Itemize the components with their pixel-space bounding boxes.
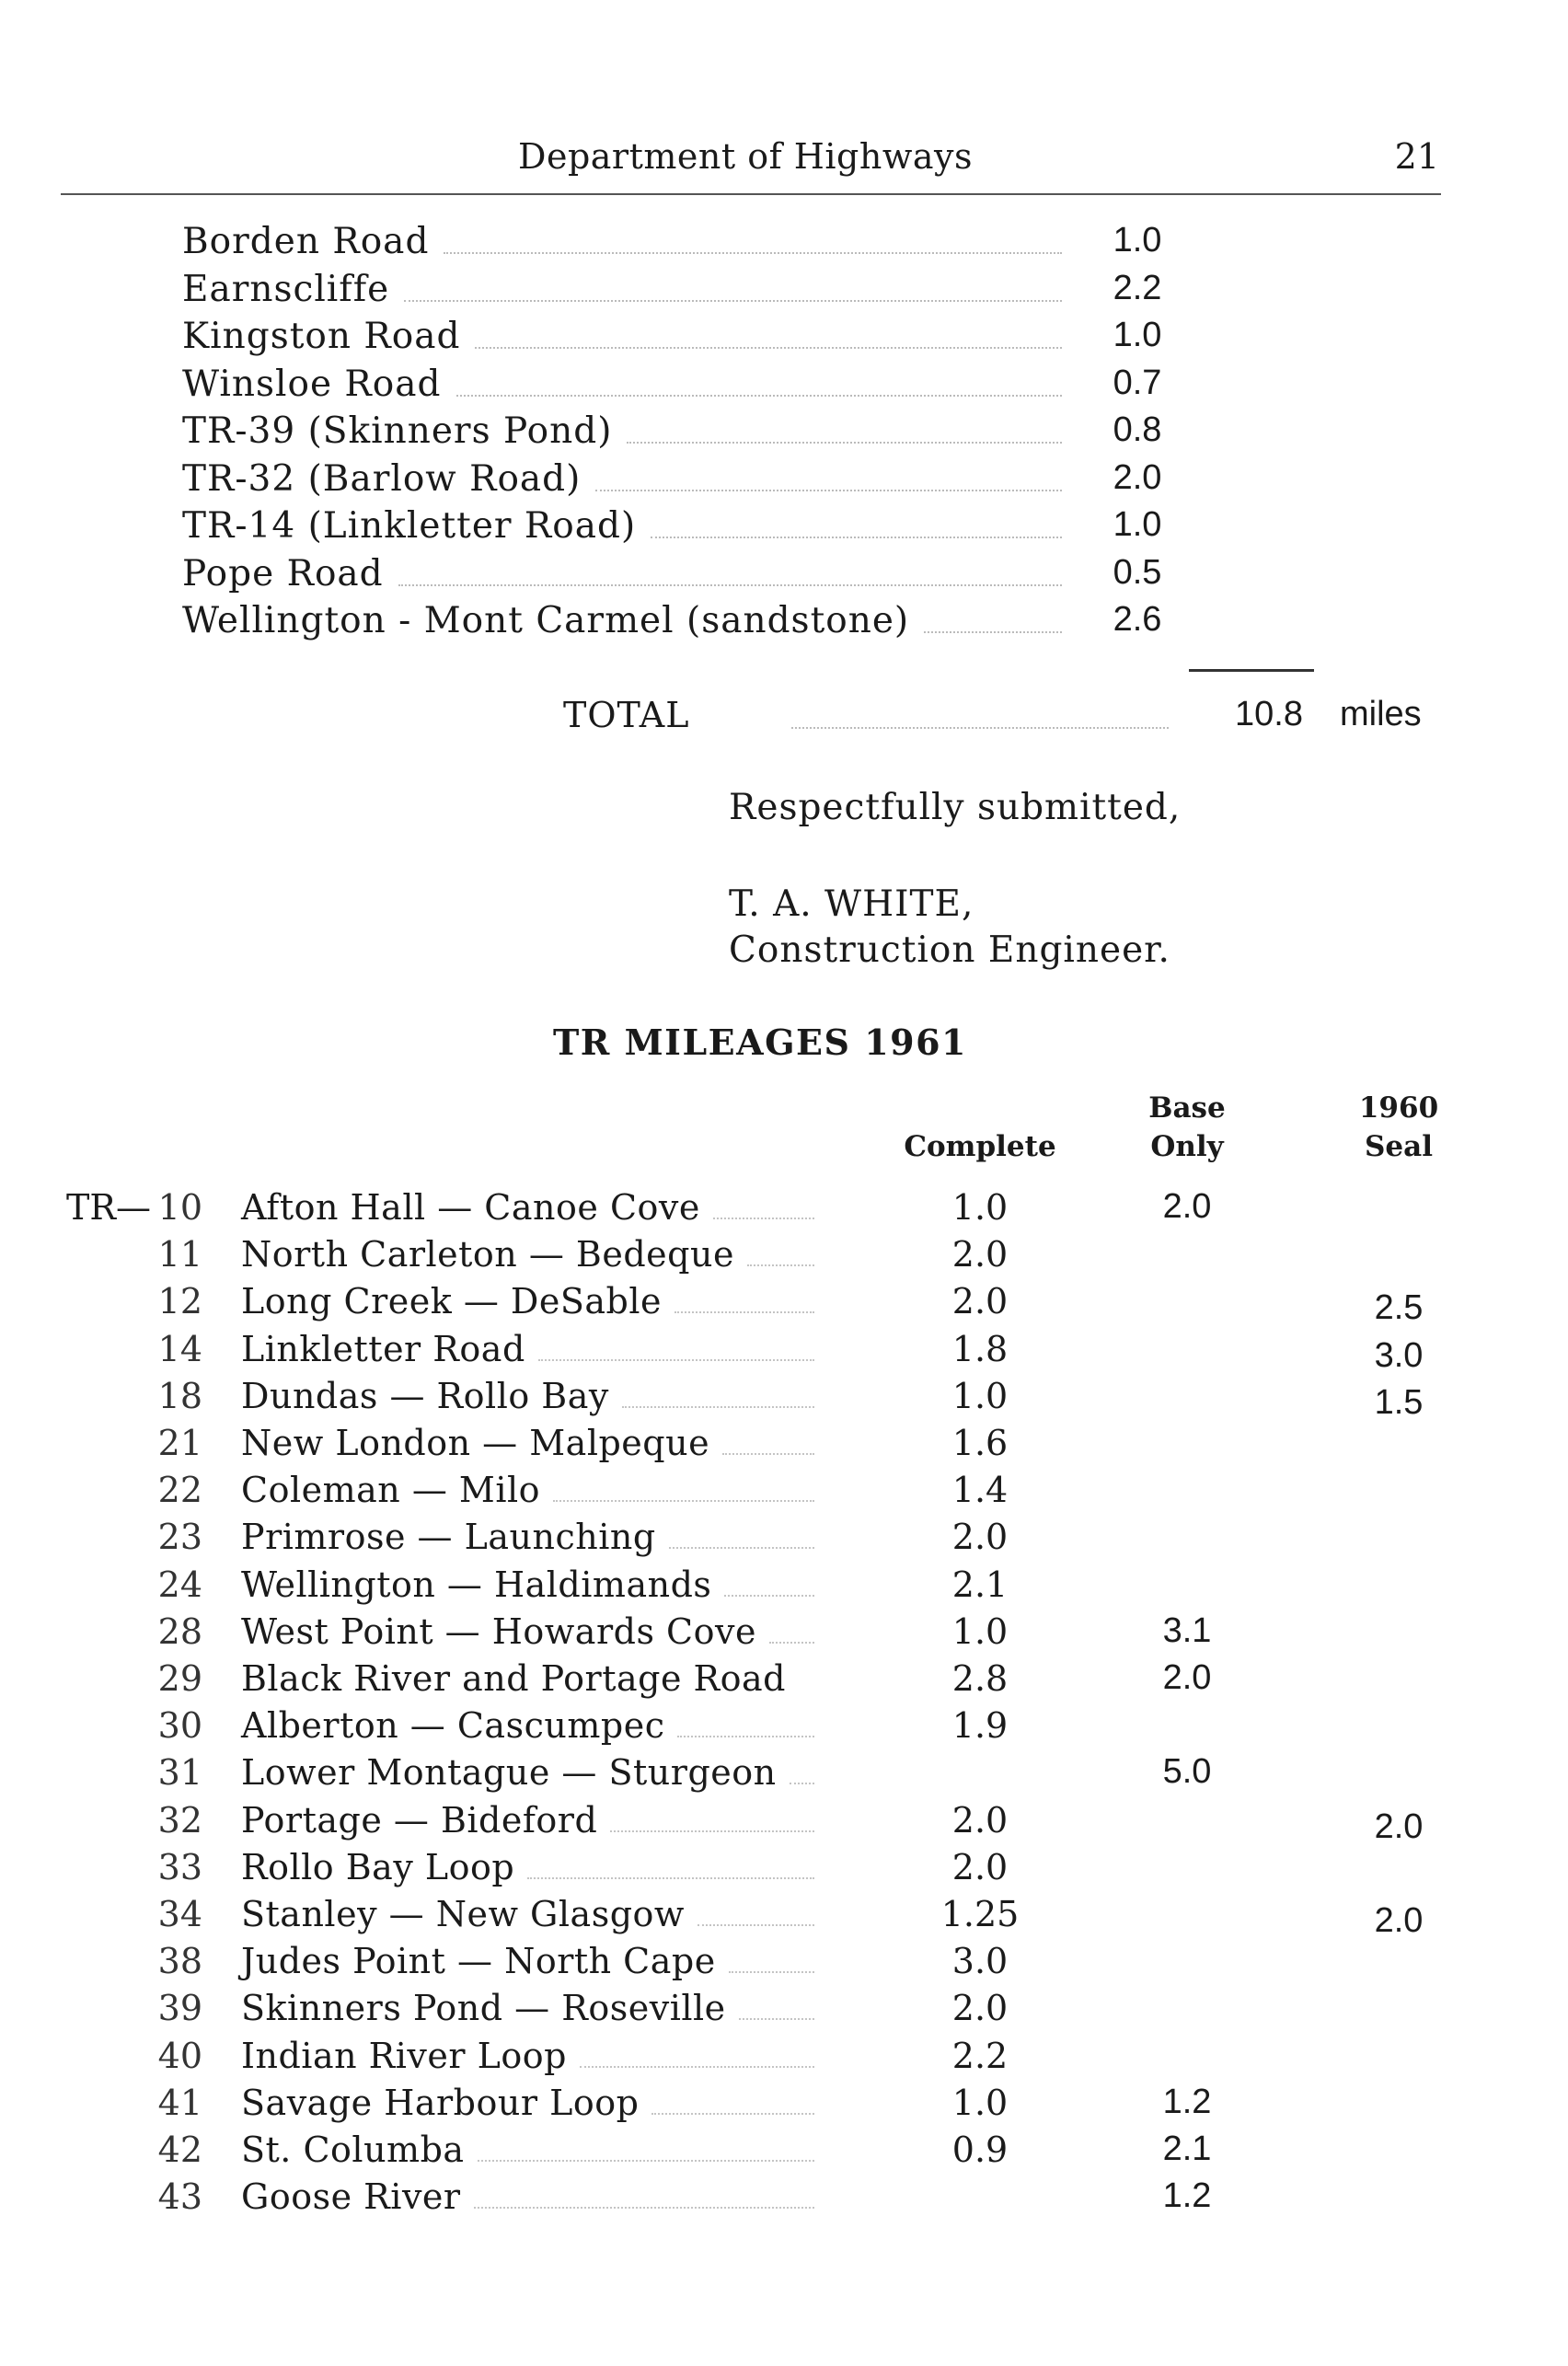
base-only-value: 3.1 bbox=[1162, 1610, 1212, 1650]
road-name: Goose River bbox=[241, 2176, 461, 2218]
base-only-value: 1.2 bbox=[1162, 2176, 1212, 2216]
tr-number: 42 bbox=[157, 2129, 202, 2170]
tr-number: 29 bbox=[157, 1658, 202, 1699]
leader-dots bbox=[456, 395, 1063, 397]
header-rule bbox=[61, 193, 1441, 195]
road-mileage: 0.8 bbox=[1113, 410, 1162, 449]
road-name: Rollo Bay Loop bbox=[241, 1846, 515, 1887]
total-unit: miles bbox=[1340, 695, 1422, 733]
column-header-base-line2: Only bbox=[1150, 1130, 1224, 1163]
road-name: TR-14 (Linkletter Road) bbox=[182, 505, 637, 547]
road-name: Afton Hall — Canoe Cove bbox=[241, 1187, 700, 1228]
road-row bbox=[182, 600, 1193, 648]
tr-number: 23 bbox=[157, 1517, 202, 1558]
complete-value: 1.6 bbox=[951, 1423, 1009, 1463]
complete-value: 2.1 bbox=[951, 1564, 1009, 1605]
leader-dots bbox=[669, 1547, 814, 1549]
tr-number: 30 bbox=[157, 1705, 202, 1747]
complete-value: 1.9 bbox=[951, 1705, 1009, 1747]
leader-dots bbox=[724, 1595, 814, 1597]
road-name: Kingston Road bbox=[182, 316, 461, 357]
road-name: Wellington — Haldimands bbox=[241, 1564, 712, 1605]
road-row bbox=[182, 410, 1193, 458]
tr-number: 39 bbox=[157, 1988, 202, 2029]
complete-value: 1.0 bbox=[951, 1187, 1009, 1228]
leader-dots bbox=[444, 252, 1062, 254]
leader-dots bbox=[622, 1406, 814, 1408]
road-row bbox=[182, 364, 1193, 411]
road-row bbox=[182, 316, 1193, 364]
table-row bbox=[0, 1752, 1568, 1799]
road-name: Judes Point — North Cape bbox=[241, 1941, 716, 1982]
leader-dots bbox=[674, 1311, 814, 1313]
tr-number: 40 bbox=[157, 2035, 202, 2076]
seal-1960-value: 2.0 bbox=[1374, 1806, 1424, 1846]
column-header-complete-label: Complete bbox=[904, 1130, 1056, 1163]
road-name: Skinners Pond — Roseville bbox=[241, 1988, 726, 2029]
running-header-title: Department of Highways bbox=[518, 136, 973, 177]
seal-1960-value: 1.5 bbox=[1374, 1382, 1424, 1422]
leader-dots bbox=[627, 442, 1062, 444]
tr-number: 34 bbox=[157, 1894, 202, 1934]
road-name: Savage Harbour Loop bbox=[241, 2082, 640, 2123]
road-mileage: 1.0 bbox=[1113, 221, 1162, 260]
road-name: Linkletter Road bbox=[241, 1328, 525, 1369]
complete-value: 2.0 bbox=[951, 1517, 1009, 1558]
tr-number: 22 bbox=[157, 1470, 202, 1511]
leader-dots bbox=[747, 1264, 814, 1266]
leader-dots bbox=[553, 1500, 814, 1502]
table-row bbox=[0, 1234, 1568, 1281]
table-row bbox=[0, 2036, 1568, 2083]
tr-number: 43 bbox=[157, 2176, 202, 2218]
tr-number: 10 bbox=[157, 1187, 202, 1228]
base-only-value: 5.0 bbox=[1162, 1752, 1212, 1792]
leader-dots bbox=[651, 2113, 814, 2115]
leader-dots bbox=[677, 1736, 814, 1737]
road-mileage: 1.0 bbox=[1113, 505, 1162, 544]
road-name: Borden Road bbox=[182, 221, 430, 262]
complete-value: 3.0 bbox=[951, 1941, 1009, 1982]
total-value: 10.8 bbox=[1235, 695, 1303, 733]
leader-dots bbox=[398, 584, 1062, 586]
table-row bbox=[0, 1611, 1568, 1658]
table-row bbox=[0, 1281, 1568, 1328]
road-name: Indian River Loop bbox=[241, 2035, 567, 2076]
tr-prefix: TR— bbox=[66, 1187, 151, 1228]
road-name: Coleman — Milo bbox=[241, 1470, 541, 1511]
table-row bbox=[0, 2176, 1568, 2223]
tr-number: 31 bbox=[157, 1752, 202, 1794]
complete-value: 2.2 bbox=[951, 2035, 1009, 2076]
road-row bbox=[182, 553, 1193, 601]
leader-dots bbox=[475, 347, 1062, 349]
complete-value: 2.8 bbox=[951, 1658, 1009, 1699]
table-row bbox=[0, 1988, 1568, 2035]
column-header-base-line1: Base bbox=[1148, 1091, 1226, 1125]
table-row bbox=[0, 1564, 1568, 1611]
road-name: TR-39 (Skinners Pond) bbox=[182, 410, 613, 452]
signatory-name: T. A. WHITE, bbox=[729, 883, 974, 925]
leader-dots bbox=[580, 2066, 814, 2068]
road-name: Pope Road bbox=[182, 552, 384, 594]
leader-dots bbox=[729, 1971, 814, 1973]
road-name: Black River and Portage Road bbox=[241, 1658, 786, 1699]
table-row bbox=[0, 1517, 1568, 1564]
table-row bbox=[0, 2129, 1568, 2176]
road-name: Winsloe Road bbox=[182, 363, 442, 405]
table-row bbox=[0, 1705, 1568, 1752]
column-header-seal-line2: Seal bbox=[1365, 1130, 1433, 1163]
tr-number: 24 bbox=[157, 1564, 202, 1605]
seal-1960-value: 2.5 bbox=[1374, 1288, 1424, 1328]
road-mileage: 1.0 bbox=[1113, 316, 1162, 354]
complete-value: 2.0 bbox=[951, 1234, 1009, 1275]
total-leader-dots bbox=[791, 727, 1169, 729]
road-mileage: 0.5 bbox=[1113, 552, 1162, 592]
complete-value: 2.0 bbox=[951, 1846, 1009, 1887]
leader-dots bbox=[769, 1642, 814, 1644]
closing-line: Respectfully submitted, bbox=[729, 787, 1182, 828]
seal-1960-value: 3.0 bbox=[1374, 1335, 1424, 1375]
base-only-value: 1.2 bbox=[1162, 2082, 1212, 2121]
total-label: TOTAL bbox=[563, 695, 690, 735]
tr-number: 28 bbox=[157, 1610, 202, 1652]
tr-number: 11 bbox=[157, 1234, 202, 1275]
tr-number: 38 bbox=[157, 1941, 202, 1982]
leader-dots bbox=[595, 490, 1062, 491]
road-row bbox=[182, 505, 1193, 553]
complete-value: 1.8 bbox=[951, 1328, 1009, 1369]
column-header-base-only bbox=[1095, 1089, 1279, 1166]
leader-dots bbox=[478, 2160, 814, 2162]
road-name: Dundas — Rollo Bay bbox=[241, 1375, 609, 1416]
base-only-value: 2.0 bbox=[1162, 1187, 1212, 1226]
road-row bbox=[182, 269, 1193, 317]
road-name: Long Creek — DeSable bbox=[241, 1281, 663, 1322]
complete-value: 2.0 bbox=[951, 1988, 1009, 2029]
road-name: Wellington - Mont Carmel (sandstone) bbox=[182, 600, 910, 641]
road-name: Primrose — Launching bbox=[241, 1517, 656, 1558]
complete-value: 1.0 bbox=[951, 1375, 1009, 1416]
leader-dots bbox=[924, 631, 1062, 633]
tr-number: 32 bbox=[157, 1799, 202, 1841]
total-rule bbox=[1189, 669, 1314, 672]
table-row bbox=[0, 1800, 1568, 1847]
tr-number: 18 bbox=[157, 1375, 202, 1416]
road-name: Stanley — New Glasgow bbox=[241, 1894, 685, 1934]
leader-dots bbox=[610, 1830, 814, 1832]
table-row bbox=[0, 1423, 1568, 1470]
table-row bbox=[0, 1470, 1568, 1517]
complete-value: 0.9 bbox=[951, 2129, 1009, 2170]
road-name: West Point — Howards Cove bbox=[241, 1610, 756, 1652]
road-row bbox=[182, 458, 1193, 506]
leader-dots bbox=[538, 1359, 814, 1361]
road-name: North Carleton — Bedeque bbox=[241, 1234, 734, 1275]
table-row bbox=[0, 2083, 1568, 2129]
table-row bbox=[0, 1658, 1568, 1705]
signatory-title: Construction Engineer. bbox=[729, 929, 1170, 971]
base-only-value: 2.0 bbox=[1162, 1658, 1212, 1697]
leader-dots bbox=[698, 1924, 814, 1926]
leader-dots bbox=[651, 537, 1062, 538]
complete-value: 2.0 bbox=[951, 1799, 1009, 1841]
leader-dots bbox=[474, 2207, 814, 2209]
tr-number: 12 bbox=[157, 1281, 202, 1322]
road-name: St. Columba bbox=[241, 2129, 465, 2170]
column-header-complete bbox=[888, 1127, 1072, 1166]
tr-number: 33 bbox=[157, 1846, 202, 1887]
tr-number: 41 bbox=[157, 2082, 202, 2123]
complete-value: 2.0 bbox=[951, 1281, 1009, 1322]
base-only-value: 2.1 bbox=[1162, 2129, 1212, 2168]
road-name: Earnscliffe bbox=[182, 268, 390, 310]
road-mileage: 0.7 bbox=[1113, 363, 1162, 402]
tr-number: 21 bbox=[157, 1423, 202, 1463]
table-row bbox=[0, 1894, 1568, 1941]
table-row bbox=[0, 1376, 1568, 1423]
table-title: TR MILEAGES 1961 bbox=[553, 1021, 967, 1063]
road-mileage: 2.6 bbox=[1113, 600, 1162, 639]
leader-dots bbox=[722, 1453, 814, 1455]
page-number: 21 bbox=[1394, 136, 1439, 177]
column-header-1960-seal bbox=[1307, 1089, 1491, 1166]
tr-number: 14 bbox=[157, 1328, 202, 1369]
road-name: New London — Malpeque bbox=[241, 1423, 710, 1463]
road-name: TR-32 (Barlow Road) bbox=[182, 457, 582, 500]
leader-dots bbox=[527, 1877, 814, 1879]
road-name: Portage — Bideford bbox=[241, 1799, 598, 1841]
road-name: Alberton — Cascumpec bbox=[241, 1705, 665, 1747]
table-row bbox=[0, 1187, 1568, 1234]
complete-value: 1.25 bbox=[940, 1894, 1020, 1934]
leader-dots bbox=[739, 2018, 814, 2020]
leader-dots bbox=[790, 1783, 814, 1784]
leader-dots bbox=[404, 300, 1062, 302]
road-mileage: 2.2 bbox=[1113, 268, 1162, 307]
seal-1960-value: 2.0 bbox=[1374, 1901, 1424, 1940]
column-header-seal-line1: 1960 bbox=[1358, 1091, 1439, 1125]
road-row bbox=[182, 221, 1193, 269]
complete-value: 1.4 bbox=[951, 1470, 1009, 1511]
road-mileage: 2.0 bbox=[1113, 457, 1162, 497]
leader-dots bbox=[713, 1218, 814, 1219]
complete-value: 1.0 bbox=[951, 1610, 1009, 1652]
road-name: Lower Montague — Sturgeon bbox=[241, 1752, 777, 1794]
complete-value: 1.0 bbox=[951, 2082, 1009, 2123]
table-row bbox=[0, 1847, 1568, 1894]
table-row bbox=[0, 1941, 1568, 1988]
table-row bbox=[0, 1329, 1568, 1376]
